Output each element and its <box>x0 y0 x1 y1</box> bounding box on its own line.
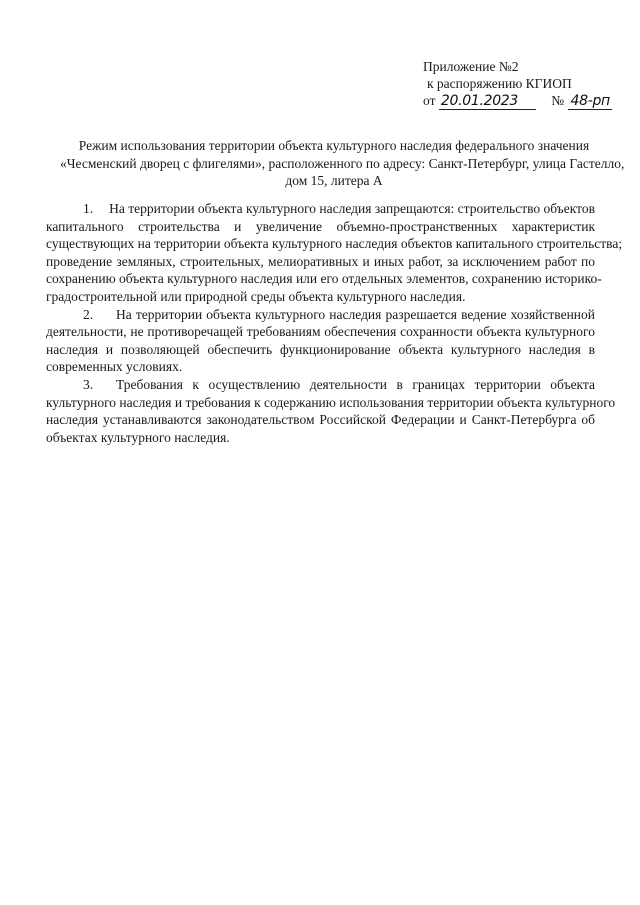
paragraph-number: 1. <box>83 201 94 216</box>
title-line: «Чесменский дворец с флигелями», расположенного по адресу: Санкт-Петербург, улица Гастелло, <box>60 155 625 171</box>
paragraph-line: культурного наследия и требования к содержанию использования территории объекта культурного <box>46 394 616 410</box>
paragraph-line: современных условиях. <box>46 359 183 375</box>
appendix-order-ref: к распоряжению КГИОП <box>427 76 572 91</box>
appendix-reference <box>423 58 623 110</box>
handwritten-date: 20.01.2023 <box>439 94 536 110</box>
document-title <box>60 137 625 190</box>
paragraph-number: 2. <box>83 306 94 322</box>
paragraph-1 <box>46 200 623 306</box>
handwritten-number: 48-рп <box>568 94 612 110</box>
paragraph-line: капитального строительства и увеличение объемно-пространственных характеристик <box>46 218 595 234</box>
paragraph-line: проведение земляных, строительных, мелиоративных и иных работ, за исключением работ по <box>46 253 595 269</box>
paragraph-line: сохранению объекта культурного наследия или его отдельных элементов, сохранению историко- <box>46 271 602 287</box>
paragraph-line: 3. Требования к осуществлению деятельности в границах территории объекта <box>46 376 595 394</box>
paragraph-line: градостроительной или природной среды объекта культурного наследия. <box>46 288 466 304</box>
paragraph-line: существующих на территории объекта культурного наследия объектов капитального строительства; <box>46 236 623 252</box>
appendix-title: Приложение №2 <box>423 59 519 74</box>
title-line: дом 15, литера А <box>285 173 383 188</box>
paragraph-3 <box>46 376 616 446</box>
paragraph-2 <box>46 306 595 376</box>
paragraph-line: деятельности, не противоречащей требованиям обеспечения сохранности объекта культурного <box>46 324 595 340</box>
number-prefix: № <box>551 93 565 108</box>
paragraph-line: наследия устанавливаются законодательством Российской Федерации и Санкт-Петербурга об <box>46 412 595 428</box>
paragraph-number: 3. <box>83 376 94 392</box>
paragraph-line: 1. На территории объекта культурного наследия запрещаются: строительство объектов <box>46 200 595 218</box>
document-body <box>46 200 623 446</box>
title-line: Режим использования территории объекта культурного наследия федерального значения <box>78 138 590 153</box>
paragraph-line: объектах культурного наследия. <box>46 429 230 445</box>
paragraph-line: 2. На территории объекта культурного наследия разрешается ведение хозяйственной <box>46 306 595 324</box>
date-prefix: от <box>423 93 436 108</box>
paragraph-line: наследия и позволяющей обеспечить функционирование объекта культурного наследия в <box>46 341 595 357</box>
appendix-date-number <box>423 92 623 110</box>
